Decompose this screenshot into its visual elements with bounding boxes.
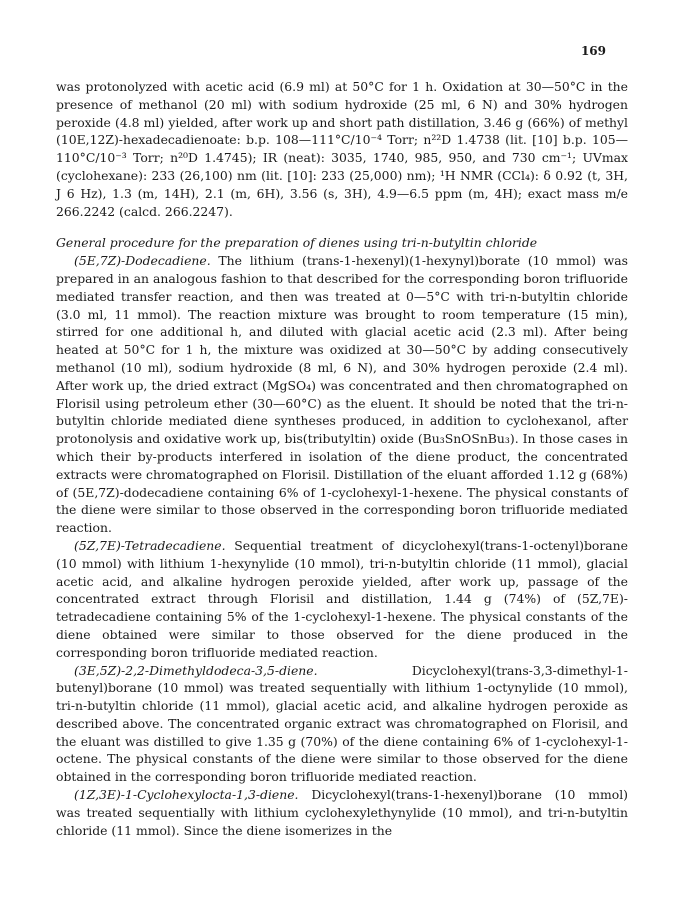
compound-name: (5E,7Z)-Dodecadiene. bbox=[74, 253, 211, 269]
compound-name: (1Z,3E)-1-Cyclohexylocta-1,3-diene. bbox=[74, 787, 299, 803]
paragraph-continuation bbox=[56, 78, 628, 220]
compound-name: (3E,5Z)-2,2-Dimethyldodeca-3,5-diene. bbox=[74, 662, 318, 678]
paragraph-text: Sequential treatment of dicyclohexyl(trans-1-octenyl)borane (10 mmol) with lithium 1-hexynylide (10 mmol), tri-n-butyltin chloride (11 mmol), glacial acetic acid, and alkaline hydrogen peroxide yielded, after work up, passage of the concentrated extract through Florisil and distillation, 1.44 g (74%) of (5Z,7E)-tetradecadiene containing 5% of the 1-cyclohexyl-1-hexene. The physical constants of the diene obtained were similar to those observed for the diene produced in the corresponding boron trifluoride mediated reaction. bbox=[56, 537, 628, 660]
paragraph-text: Dicyclohexyl(trans-3,3-dimethyl-1-butenyl)borane (10 mmol) was treated sequentially with lithium 1-octynylide (10 mmol), tri-n-butyltin chloride (11 mmol), glacial acetic acid, and alkaline hydrogen peroxide as described above. The concentrated organic extract was chromatographed on Florisil, and the eluant was distilled to give 1.35 g (70%) of the diene containing 6% of 1-cyclohexyl-1-octene. The physical constants of the diene were similar to those observed for the diene obtained in the corresponding boron trifluoride mediated reaction. bbox=[56, 662, 628, 785]
article-body bbox=[56, 78, 628, 839]
compound-name: (5Z,7E)-Tetradecadiene. bbox=[74, 537, 226, 553]
paragraph-text: The lithium (trans-1-hexenyl)(1-hexynyl)borate (10 mmol) was prepared in an analogous fashion to that described for the corresponding boron trifluoride mediated transfer reaction, and then was treated at 0—5°C with tri-n-butyltin chloride (3.0 ml, 11 mmol). The reaction mixture was brought to room temperature (15 min), stirred for one additional h, and diluted with glacial acetic acid (2.3 ml). After being heated at 50°C for 1 h, the mixture was oxidized at 30—50°C by adding consecutively methanol (10 ml), sodium hydroxide (8 ml, 6 N), and 30% hydrogen peroxide (2.4 ml). After work up, the dried extract (MgSO₄) was concentrated and then chromatographed on Florisil using petroleum ether (30—60°C) as the eluent. It should be noted that the tri-n-butyltin chloride mediated diene syntheses produced, in addition to cyclohexanol, after protonolysis and oxidative work up, bis(tributyltin) oxide (Bu₃SnOSnBu₃). In those cases in which their by-products interfered in isolation of the diene product, the concentrated extracts were chromatographed on Florisil. Distillation of the eluant afforded 1.12 g (68%) of (5E,7Z)-dodecadiene containing 6% of 1-cyclohexyl-1-hexene. The physical constants of the diene were similar to those observed in the corresponding boron trifluoride mediated reaction. bbox=[56, 253, 628, 536]
paragraph-dodecadiene bbox=[56, 252, 628, 537]
paragraph-text: was protonolyzed with acetic acid (6.9 ml) at 50°C for 1 h. Oxidation at 30—50°C in the presence of methanol (20 ml) with sodium hydroxide (25 ml, 6 N) and 30% hydrogen peroxide (4.8 ml) yielded, after work up and short path distillation, 3.46 g (66%) of methyl (10E,12Z)-hexadecadienoate: b.p. 108—111°C/10⁻⁴ Torr; n²²D 1.4738 (lit. [10] b.p. 105—110°C/10⁻³ Torr; n²⁰D 1.4745); IR (neat): 3035, 1740, 985, 950, and 730 cm⁻¹; UVmax (cyclohexane): 233 (26,100) nm (lit. [10]: 233 (25,000) nm); ¹H NMR (CCl₄): δ 0.92 (t, 3H, J 6 Hz), 1.3 (m, 14H), 2.1 (m, 6H), 3.56 (s, 3H), 4.9—6.5 ppm (m, 4H); exact mass m/e 266.2242 (calcd. 266.2247). bbox=[56, 79, 628, 219]
heading-text: General procedure for the preparation of dienes using tri-n-butyltin chloride bbox=[56, 235, 538, 251]
paragraph-tetradecadiene bbox=[56, 537, 628, 662]
section-heading bbox=[56, 234, 628, 252]
paragraph-cyclohexyloctadiene bbox=[56, 786, 628, 839]
paragraph-dimethyldodecadiene bbox=[56, 662, 628, 787]
paragraph-text: Dicyclohexyl(trans-1-hexenyl)borane (10 mmol) was treated sequentially with lithium cyclohexylethynylide (10 mmol), and tri-n-butyltin chloride (11 mmol). Since the diene isomerizes in the bbox=[56, 787, 628, 838]
page-number: 169 bbox=[580, 44, 606, 58]
